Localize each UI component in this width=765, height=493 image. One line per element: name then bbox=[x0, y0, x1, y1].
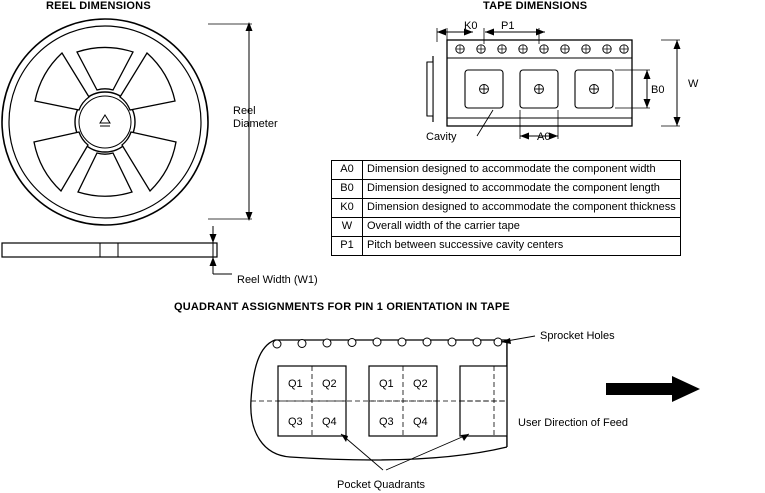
pocket-left-q3: Q3 bbox=[288, 416, 303, 428]
table-row bbox=[332, 237, 681, 256]
table-row bbox=[332, 161, 681, 180]
table-cell-desc: Dimension designed to accommodate the component width bbox=[363, 161, 681, 180]
reel-diameter-label-line1: Reel bbox=[233, 105, 256, 117]
reel-dimensions-title: REEL DIMENSIONS bbox=[46, 0, 151, 12]
table-cell-key: B0 bbox=[332, 180, 363, 199]
table-cell-key: W bbox=[332, 218, 363, 237]
tape-dimensions-title: TAPE DIMENSIONS bbox=[483, 0, 588, 12]
tape-p1-label: P1 bbox=[501, 20, 515, 32]
tape-k0-label: K0 bbox=[464, 20, 478, 32]
dimension-definition-table bbox=[331, 160, 681, 256]
pocket-left-q4: Q4 bbox=[322, 416, 337, 428]
pocket-quadrants-label: Pocket Quadrants bbox=[337, 479, 426, 491]
quadrant-assignments-title: QUADRANT ASSIGNMENTS FOR PIN 1 ORIENTATION IN TAPE bbox=[174, 301, 510, 313]
feed-direction-arrow-icon bbox=[606, 376, 702, 402]
table-cell-desc: Dimension designed to accommodate the component thickness bbox=[363, 199, 681, 218]
table-cell-key: P1 bbox=[332, 237, 363, 256]
table-cell-key: K0 bbox=[332, 199, 363, 218]
tape-b0-label: B0 bbox=[651, 84, 665, 96]
pocket-right-q2: Q2 bbox=[413, 378, 428, 390]
tape-cavity-label: Cavity bbox=[426, 131, 457, 143]
table-cell-key: A0 bbox=[332, 161, 363, 180]
quadrant-drawing bbox=[245, 322, 545, 472]
reel-diameter-label-line2: Diameter bbox=[233, 118, 278, 130]
table-cell-desc: Overall width of the carrier tape bbox=[363, 218, 681, 237]
pocket-right-q1: Q1 bbox=[379, 378, 394, 390]
tape-drawing bbox=[425, 14, 695, 149]
reel-diameter-label bbox=[233, 105, 278, 131]
pocket-left-q1: Q1 bbox=[288, 378, 303, 390]
tape-w-label: W bbox=[688, 78, 699, 90]
table-cell-desc: Pitch between successive cavity centers bbox=[363, 237, 681, 256]
table-row bbox=[332, 180, 681, 199]
tape-a0-label: A0 bbox=[537, 131, 551, 143]
reel-width-label: Reel Width (W1) bbox=[237, 274, 318, 286]
table-row bbox=[332, 199, 681, 218]
pocket-left-q2: Q2 bbox=[322, 378, 337, 390]
reel-drawing bbox=[0, 12, 290, 287]
table-cell-desc: Dimension designed to accommodate the component length bbox=[363, 180, 681, 199]
dimension-table bbox=[331, 160, 681, 256]
feed-direction-label: User Direction of Feed bbox=[518, 417, 629, 429]
sprocket-holes-label: Sprocket Holes bbox=[540, 330, 615, 342]
table-row bbox=[332, 218, 681, 237]
pocket-right-q4: Q4 bbox=[413, 416, 428, 428]
pocket-right-q3: Q3 bbox=[379, 416, 394, 428]
